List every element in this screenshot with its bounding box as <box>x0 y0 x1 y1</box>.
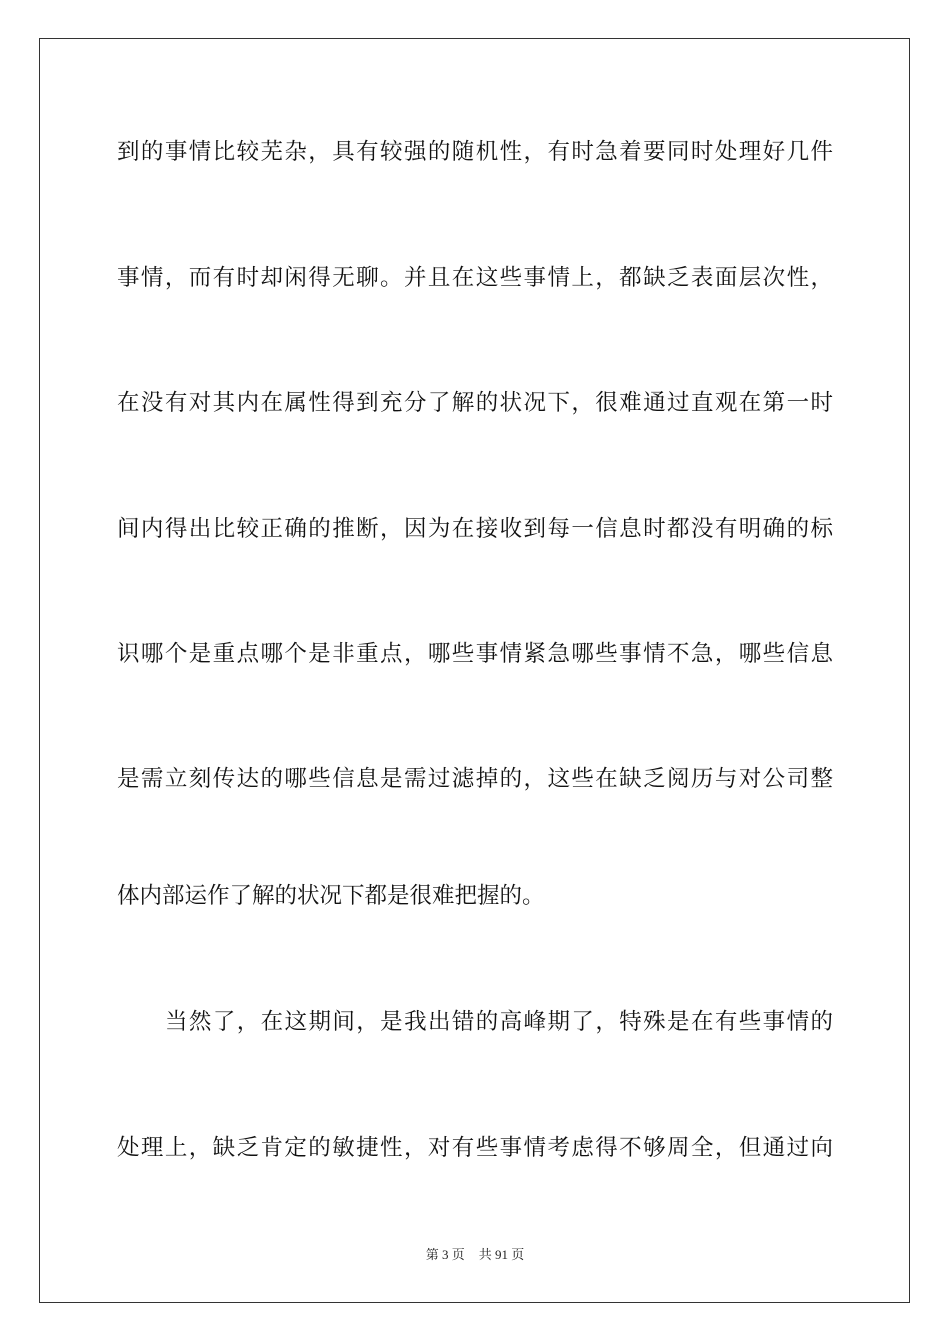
paragraph-first-line: 当然了，在这期间，是我出错的高峰期了，特殊是在有些事情的 <box>165 1009 833 1035</box>
page-footer <box>0 1246 950 1264</box>
page-border <box>39 38 910 1303</box>
paragraph-line: 是需立刻传达的哪些信息是需过滤掉的，这些在缺乏阅历与对公司整 <box>117 766 833 792</box>
paragraph-line: 事情，而有时却闲得无聊。并且在这些事情上，都缺乏表面层次性， <box>117 265 833 291</box>
paragraph-line: 处理上，缺乏肯定的敏捷性，对有些事情考虑得不够周全，但通过向 <box>117 1135 833 1161</box>
paragraph-line: 识哪个是重点哪个是非重点，哪些事情紧急哪些事情不急，哪些信息 <box>117 641 833 667</box>
paragraph-line-end: 体内部运作了解的状况下都是很难把握的。 <box>117 883 545 909</box>
paragraph-line: 到的事情比较芜杂，具有较强的随机性，有时急着要同时处理好几件 <box>117 139 833 165</box>
page-total: 共 91 页 <box>478 1247 525 1262</box>
paragraph-line: 在没有对其内在属性得到充分了解的状况下，很难通过直观在第一时 <box>117 390 833 416</box>
page-number: 第 3 页 <box>425 1247 465 1262</box>
paragraph-line: 间内得出比较正确的推断，因为在接收到每一信息时都没有明确的标 <box>117 516 833 542</box>
